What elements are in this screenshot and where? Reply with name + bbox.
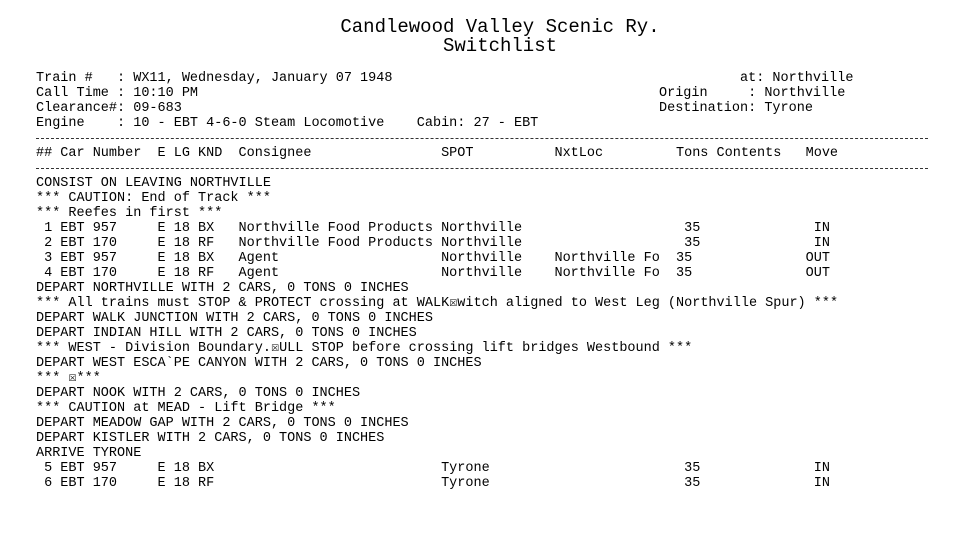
arrive-line: ARRIVE TYRONE — [36, 446, 142, 461]
railway-name: Candlewood Valley Scenic Ry. — [340, 16, 660, 38]
depart-line: DEPART WALK JUNCTION WITH 2 CARS, 0 TONS 0 INCHES — [36, 311, 433, 326]
instruction-note: *** WEST - Division Boundary.☒ULL STOP before crossing lift bridges Westbound *** — [36, 341, 693, 356]
engine-line: Engine : 10 - EBT 4-6-0 Steam Locomotive Cabin: 27 - EBT — [36, 116, 539, 131]
depart-line: DEPART INDIAN HILL WITH 2 CARS, 0 TONS 0 INCHES — [36, 326, 417, 341]
divider-top — [36, 138, 928, 139]
divider-bottom — [36, 168, 928, 169]
car-row: 2 EBT 170 E 18 RF Northville Food Products Northville 35 IN — [36, 236, 830, 251]
column-header-row: ## Car Number E LG KND Consignee SPOT NxtLoc Tons Contents Move — [36, 146, 839, 161]
instruction-note: *** All trains must STOP & PROTECT crossing at WALK☒witch aligned to West Leg (Northville Spur) *** — [36, 296, 839, 311]
caution-note: *** CAUTION at MEAD - Lift Bridge *** — [36, 401, 336, 416]
train-number-line: Train # : WX11, Wednesday, January 07 1948 — [36, 71, 393, 86]
depart-line: DEPART NOOK WITH 2 CARS, 0 TONS 0 INCHES — [36, 386, 361, 401]
car-row: 3 EBT 957 E 18 BX Agent Northville Northville Fo 35 OUT — [36, 251, 830, 266]
car-row: 4 EBT 170 E 18 RF Agent Northville Northville Fo 35 OUT — [36, 266, 830, 281]
car-row: 1 EBT 957 E 18 BX Northville Food Products Northville 35 IN — [36, 221, 830, 236]
call-time-line: Call Time : 10:10 PM — [36, 86, 199, 101]
car-row: 6 EBT 170 E 18 RF Tyrone 35 IN — [36, 476, 830, 491]
depart-line: DEPART NORTHVILLE WITH 2 CARS, 0 TONS 0 INCHES — [36, 281, 409, 296]
destination-line: Destination: Tyrone — [659, 101, 813, 116]
depart-line: DEPART KISTLER WITH 2 CARS, 0 TONS 0 INCHES — [36, 431, 385, 446]
document-header — [0, 18, 958, 56]
origin-line: Origin : Northville — [659, 86, 846, 101]
caution-note: *** CAUTION: End of Track *** — [36, 191, 271, 206]
instruction-note: *** ☒*** — [36, 371, 101, 386]
depart-line: DEPART MEADOW GAP WITH 2 CARS, 0 TONS 0 INCHES — [36, 416, 409, 431]
instruction-note: *** Reefes in first *** — [36, 206, 223, 221]
document-title: Switchlist — [442, 35, 558, 57]
at-location-line: at: Northville — [740, 71, 854, 86]
clearance-line: Clearance#: 09-683 — [36, 101, 182, 116]
car-row: 5 EBT 957 E 18 BX Tyrone 35 IN — [36, 461, 830, 476]
depart-line: DEPART WEST ESCA`PE CANYON WITH 2 CARS, 0 TONS 0 INCHES — [36, 356, 482, 371]
section-heading-consist: CONSIST ON LEAVING NORTHVILLE — [36, 176, 271, 191]
